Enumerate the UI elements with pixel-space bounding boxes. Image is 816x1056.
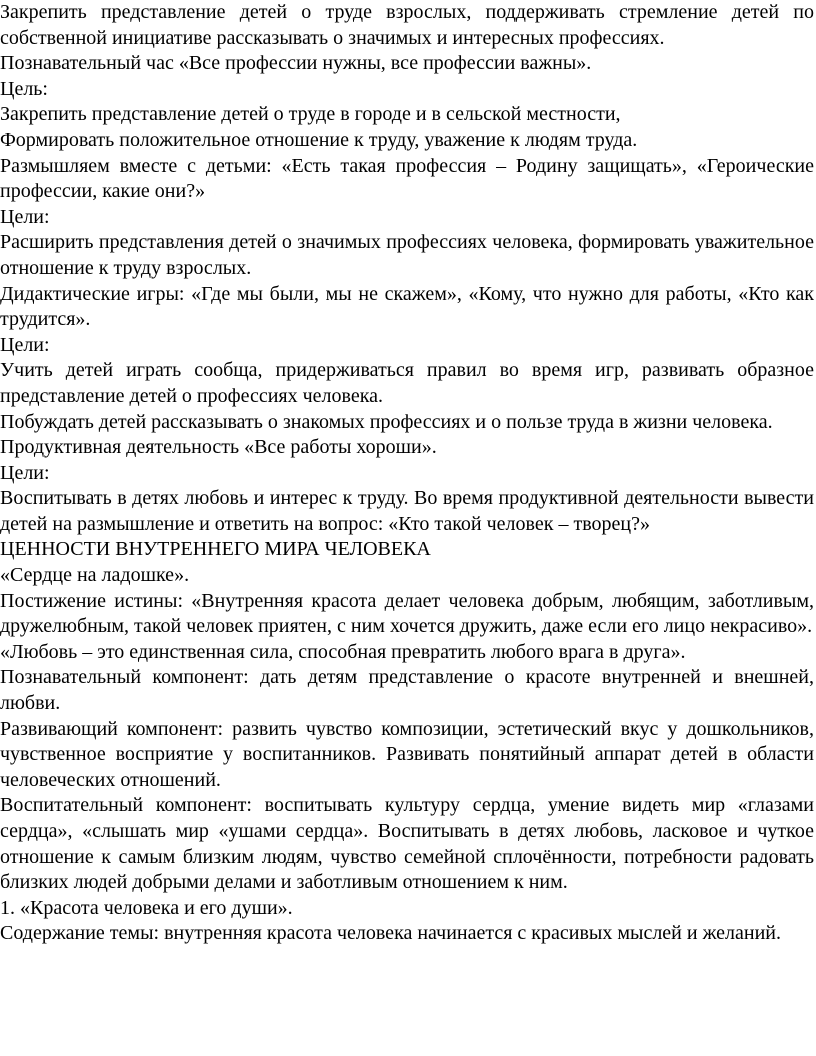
paragraph-topic-title: «Сердце на ладошке». [0,564,190,587]
paragraph-goal-text: Воспитывать в детях любовь и интерес к труду. Во время продуктивной деятельности вывести детей на размышление и ответить на вопрос: «Кто такой человек – творец?» [0,487,814,535]
paragraph-goal-heading: Цели: [0,461,50,484]
paragraph-developing-component: Развивающий компонент: развить чувство композиции, эстетический вкус у дошкольников, чувственное восприятие у воспитанников. Развивать понятийный аппарат детей в области человеческих отношений. [0,717,814,791]
paragraph-goal-heading: Цели: [0,205,50,228]
paragraph-educational-component: Воспитательный компонент: воспитывать культуру сердца, умение видеть мир «глазами сердца», «слышать мир «ушами сердца». Воспитывать в детях любовь, ласковое и чуткое отношение к самым близким людям, чувство семейной сплочённости, потребности радовать близких людей добрыми делами и заботливым отношением к ним. [0,794,814,894]
paragraph-cognitive-component: Познавательный компонент: дать детям представление о красоте внутренней и внешней, любви. [0,666,814,715]
paragraph-goal-intro: Закрепить представление детей о труде взрослых, поддерживать стремление детей по собственной инициативе рассказывать о значимых и интересных профессиях. [0,1,814,49]
section-heading: ЦЕННОСТИ ВНУТРЕННЕГО МИРА ЧЕЛОВЕКА [0,538,431,561]
paragraph-goal-text: Побуждать детей рассказывать о знакомых профессиях и о пользе труда в жизни человека. [0,410,773,433]
paragraph-activity-title: Дидактические игры: «Где мы были, мы не скажем», «Кому, что нужно для работы, «Кто как трудится». [0,282,814,331]
paragraph-goal-text: Закрепить представление детей о труде в городе и в сельской местности, [0,103,621,126]
paragraph-goal-text: Учить детей играть сообща, придерживаться правил во время игр, развивать образное представление детей о профессиях человека. [0,359,814,407]
paragraph-numbered-topic: 1. «Красота человека и его души». [0,896,293,919]
paragraph-activity-title: Познавательный час «Все профессии нужны, все профессии важны». [0,52,592,75]
paragraph-topic-content: Содержание темы: внутренняя красота человека начинается с красивых мыслей и желаний. [0,922,781,945]
paragraph-goal-text: Формировать положительное отношение к труду, уважение к людям труда. [0,128,638,151]
paragraph-activity-title: Размышляем вместе с детьми: «Есть такая профессия – Родину защищать», «Героические профессии, какие они?» [0,154,814,203]
paragraph-truth: Постижение истины: «Внутренняя красота делает человека добрым, любящим, заботливым, дружелюбным, такой человек приятен, с ним хочется дружить, даже если его лицо некрасиво». [0,589,814,638]
paragraph-goal-heading: Цели: [0,333,50,356]
paragraph-goal-text: Расширить представления детей о значимых профессиях человека, формировать уважительное отношение к труду взрослых. [0,231,814,279]
paragraph-activity-title: Продуктивная деятельность «Все работы хороши». [0,436,437,459]
paragraph-goal-heading: Цель: [0,77,48,100]
paragraph-quote: «Любовь – это единственная сила, способная превратить любого врага в друга». [0,640,686,663]
